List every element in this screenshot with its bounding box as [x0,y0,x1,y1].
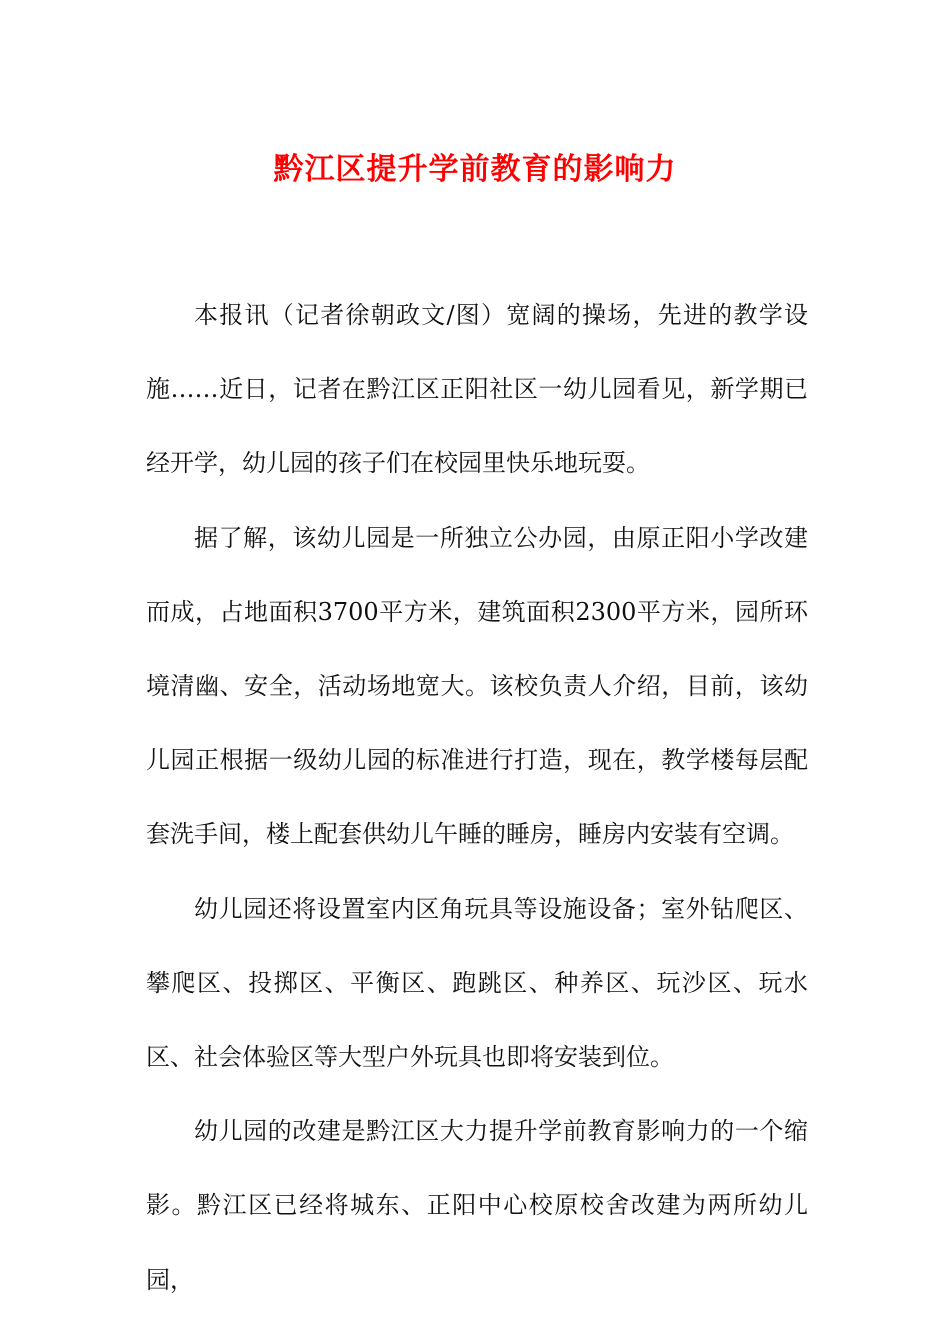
article-title: 黔江区提升学前教育的影响力 [273,152,677,187]
article-body [146,278,808,1317]
paragraph: 幼儿园还将设置室内区角玩具等设施设备；室外钻爬区、攀爬区、投掷区、平衡区、跑跳区、种养区、玩沙区、玩水区、社会体验区等大型户外玩具也即将安装到位。 [146,894,808,1072]
paragraph: 据了解，该幼儿园是一所独立公办园，由原正阳小学改建而成，占地面积3700平方米，建筑面积2300平方米，园所环境清幽、安全，活动场地宽大。该校负责人介绍，目前，该幼儿园正根据一级幼儿园的标准进行打造，现在，教学楼每层配套洗手间，楼上配套供幼儿午睡的睡房，睡房内安装有空调。 [146,523,808,849]
paragraph: 幼儿园的改建是黔江区大力提升学前教育影响力的一个缩影。黔江区已经将城东、正阳中心校原校舍改建为两所幼儿园， [146,1117,808,1294]
paragraph: 本报讯（记者徐朝政文/图）宽阔的操场，先进的教学设施……近日，记者在黔江区正阳社区一幼儿园看见，新学期已经开学，幼儿园的孩子们在校园里快乐地玩耍。 [146,301,808,478]
